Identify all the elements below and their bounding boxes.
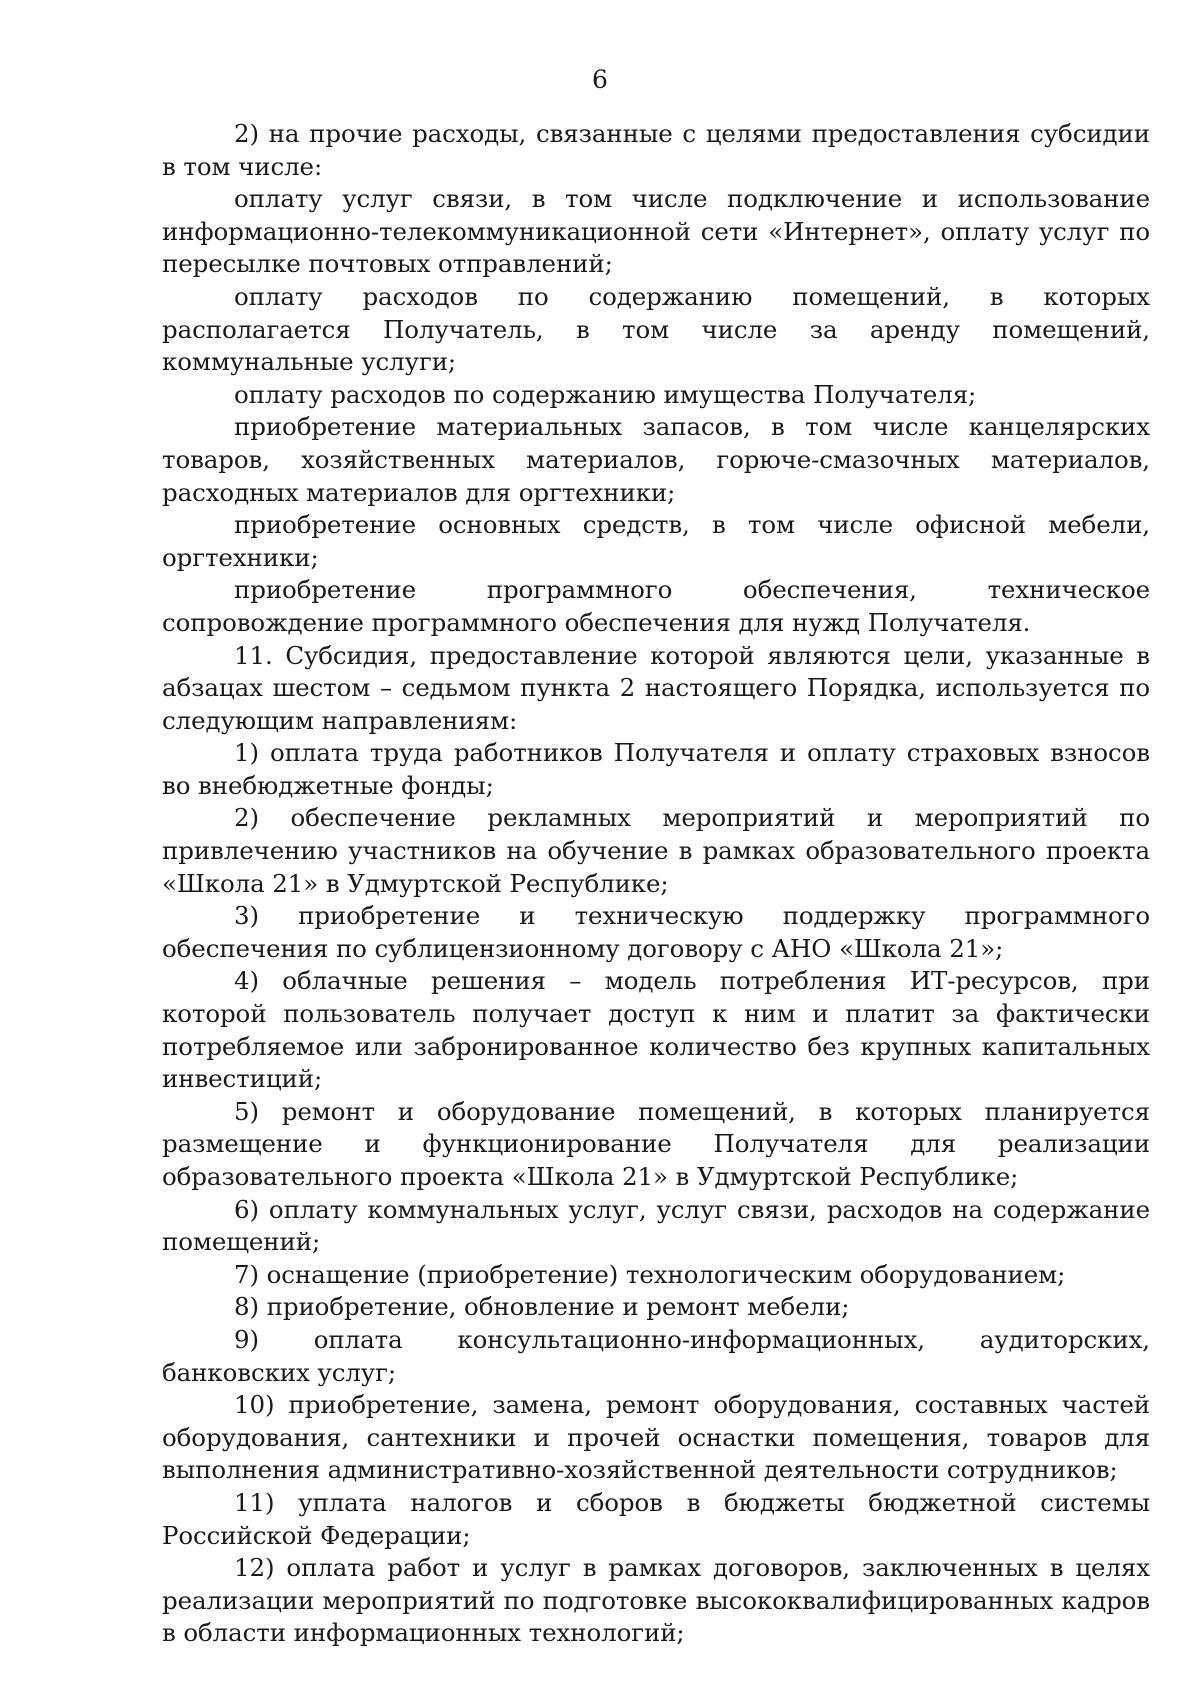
list-item-5: 5) ремонт и оборудование помещений, в которых планируется размещение и функционирование Получателя для реализации образовательного проекта «Школа 21» в Удмуртской Республике;	[162, 1096, 1150, 1191]
list-item-9: 9) оплата консультационно-информационных, аудиторских, банковских услуг;	[162, 1324, 1150, 1387]
list-item-12: 12) оплата работ и услуг в рамках договоров, заключенных в целях реализации мероприятий по подготовке высококвалифицированных кадров в области информационных технологий;	[162, 1553, 1150, 1648]
list-item-1: 1) оплата труда работников Получателя и оплату страховых взносов во внебюджетные фонды;	[162, 738, 1150, 800]
list-item-7: 7) оснащение (приобретение) технологическим оборудованием;	[234, 1259, 1066, 1289]
paragraph-premises-maintenance: оплату расходов по содержанию помещений, в которых располагается Получатель, в том числе за аренду помещений, коммунальные услуги;	[162, 281, 1150, 377]
list-item-11: 11) уплата налогов и сборов в бюджеты бюджетной системы Российской Федерации;	[162, 1487, 1150, 1550]
paragraph-communication-services: оплату услуг связи, в том числе подключение и использование информационно-телекоммуникационной сети «Интернет», оплату услуг по пересылке почтовых отправлений;	[162, 184, 1150, 279]
list-item-3: 3) приобретение и техническую поддержку программного обеспечения по сублицензионному договору с АНО «Школа 21»;	[162, 901, 1150, 963]
list-item-6: 6) оплату коммунальных услуг, услуг связи, расходов на содержание помещений;	[162, 1194, 1150, 1257]
document-body	[162, 118, 1150, 1650]
list-item-10: 10) приобретение, замена, ремонт оборудования, составных частей оборудования, сантехники и прочей оснастки помещения, товаров для выполнения административно-хозяйственной деятельности сотрудников;	[162, 1390, 1150, 1485]
paragraph-material-supplies: приобретение материальных запасов, в том числе канцелярских товаров, хозяйственных материалов, горюче-смазочных материалов, расходных материалов для оргтехники;	[162, 412, 1150, 507]
paragraph-other-expenses: 2) на прочие расходы, связанные с целями предоставления субсидии в том числе:	[162, 119, 1150, 181]
list-item-2: 2) обеспечение рекламных мероприятий и мероприятий по привлечению участников на обучение в рамках образовательного проекта «Школа 21» в Удмуртской Республике;	[162, 803, 1150, 898]
paragraph-property-maintenance: оплату расходов по содержанию имущества Получателя;	[234, 379, 977, 409]
list-item-8: 8) приобретение, обновление и ремонт мебели;	[234, 1292, 850, 1322]
paragraph-software: приобретение программного обеспечения, техническое сопровождение программного обеспечения для нужд Получателя.	[162, 575, 1150, 637]
list-item-4: 4) облачные решения – модель потребления ИТ-ресурсов, при которой пользователь получает доступ к ним и платит за фактически потребляемое или забронированное количество без крупных капитальных инвестиций;	[162, 966, 1150, 1094]
paragraph-fixed-assets: приобретение основных средств, в том числе офисной мебели, оргтехники;	[162, 510, 1150, 572]
paragraph-section-11: 11. Субсидия, предоставление которой являются цели, указанные в абзацах шестом – седьмом пункта 2 настоящего Порядка, используется по следующим направлениям:	[162, 640, 1150, 735]
page-number: 6	[592, 65, 608, 94]
